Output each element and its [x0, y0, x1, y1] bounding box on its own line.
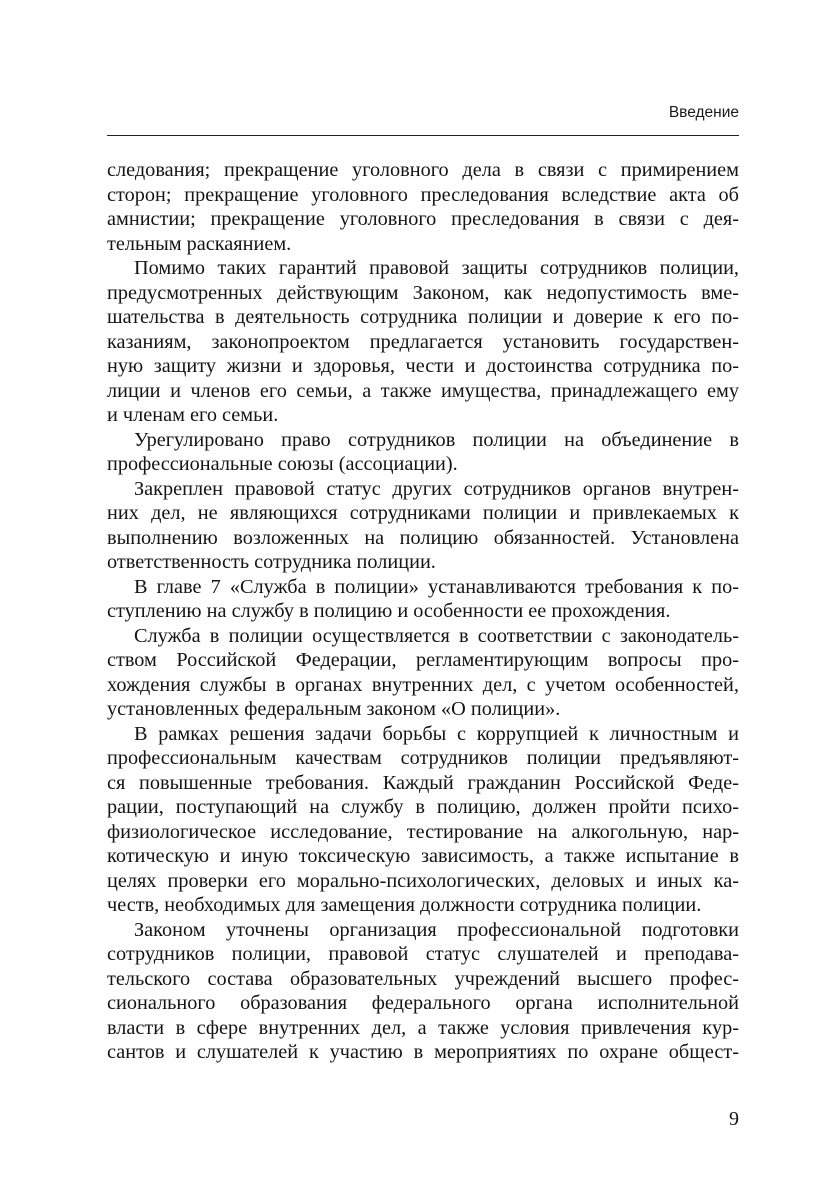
text-line: лиции и членов его семьи, а также имущества, принадлежащего ему [107, 379, 739, 402]
text-line: выполнению возложенных на полицию обязанностей. Установлена [107, 526, 739, 549]
paragraph [107, 918, 739, 1065]
running-head: Введение [668, 104, 739, 121]
text-line: и членам его семьи. [107, 404, 279, 426]
text-line: целях проверки его морально-психологических, деловых и иных ка- [107, 869, 739, 892]
text-line: амнистии; прекращение уголовного преследования в связи с дея- [107, 208, 739, 230]
text-line: ную защиту жизни и здоровья, чести и достоинства сотрудника по- [107, 355, 739, 377]
paragraph [107, 158, 739, 256]
text-line: В рамках решения задачи борьбы с коррупцией к личностным и [134, 722, 739, 745]
text-line: сантов и слушателей к участию в мероприятиях по охране общест- [107, 1041, 739, 1063]
text-line: профессиональным качествам сотрудников полиции предъявляют- [107, 747, 739, 769]
text-line: власти в сфере внутренних дел, а также условия привлечения кур- [107, 1016, 739, 1039]
text-line: Служба в полиции осуществляется в соответствии с законодатель- [134, 624, 739, 647]
text-line: физиологическое исследование, тестирование на алкогольную, нар- [107, 820, 739, 843]
text-line: ступлению на службу в полицию и особенности ее прохождения. [107, 600, 671, 622]
text-line: сионального образования федерального органа исполнительной [107, 992, 739, 1014]
text-line: рации, поступающий на службу в полицию, должен пройти психо- [107, 796, 739, 818]
body-text [107, 158, 739, 1065]
text-line: Закреплен правовой статус других сотрудников органов внутрен- [134, 477, 739, 500]
text-line: них дел, не являющихся сотрудниками полиции и привлекаемых к [107, 502, 739, 524]
paragraph [107, 575, 739, 624]
text-line: предусмотренных действующим Законом, как недопустимость вме- [107, 281, 739, 304]
text-line: Законом уточнены организация профессиональной подготовки [134, 918, 739, 941]
paragraph [107, 624, 739, 722]
text-line: честв, необходимых для замещения должности сотрудника полиции. [107, 894, 702, 916]
text-line: тельным раскаянием. [107, 232, 292, 255]
text-line: ответственность сотрудника полиции. [107, 551, 436, 573]
text-line: тельского состава образовательных учреждений высшего профес- [107, 967, 739, 990]
text-line: Урегулировано право сотрудников полиции на объединение в [134, 428, 739, 451]
text-line: хождения службы в органах внутренних дел, с учетом особенностей, [107, 673, 739, 696]
text-line: ством Российской Федерации, регламентирующим вопросы про- [107, 649, 739, 671]
text-line: Помимо таких гарантий правовой защиты сотрудников полиции, [134, 257, 739, 279]
header-rule [107, 135, 739, 136]
paragraph [107, 722, 739, 918]
text-line: установленных федеральным законом «О полиции». [107, 698, 561, 720]
text-line: В главе 7 «Служба в полиции» устанавливаются требования к по- [134, 575, 739, 598]
text-line: котическую и иную токсическую зависимость, а также испытание в [107, 845, 739, 867]
text-line: следования; прекращение уголовного дела в связи с примирением [107, 159, 739, 181]
page-number: 9 [729, 1108, 739, 1130]
text-line: шательства в деятельность сотрудника полиции и доверие к его по- [107, 306, 739, 328]
paragraph [107, 256, 739, 428]
text-line: сотрудников полиции, правовой статус слушателей и преподава- [107, 943, 739, 965]
paragraph [107, 428, 739, 477]
text-line: профессиональные союзы (ассоциации). [107, 453, 458, 475]
paragraph [107, 477, 739, 575]
text-line: сторон; прекращение уголовного преследования вследствие акта об [107, 183, 739, 206]
text-line: ся повышенные требования. Каждый гражданин Российской Феде- [107, 771, 739, 794]
text-line: казаниям, законопроектом предлагается установить государствен- [107, 330, 739, 353]
